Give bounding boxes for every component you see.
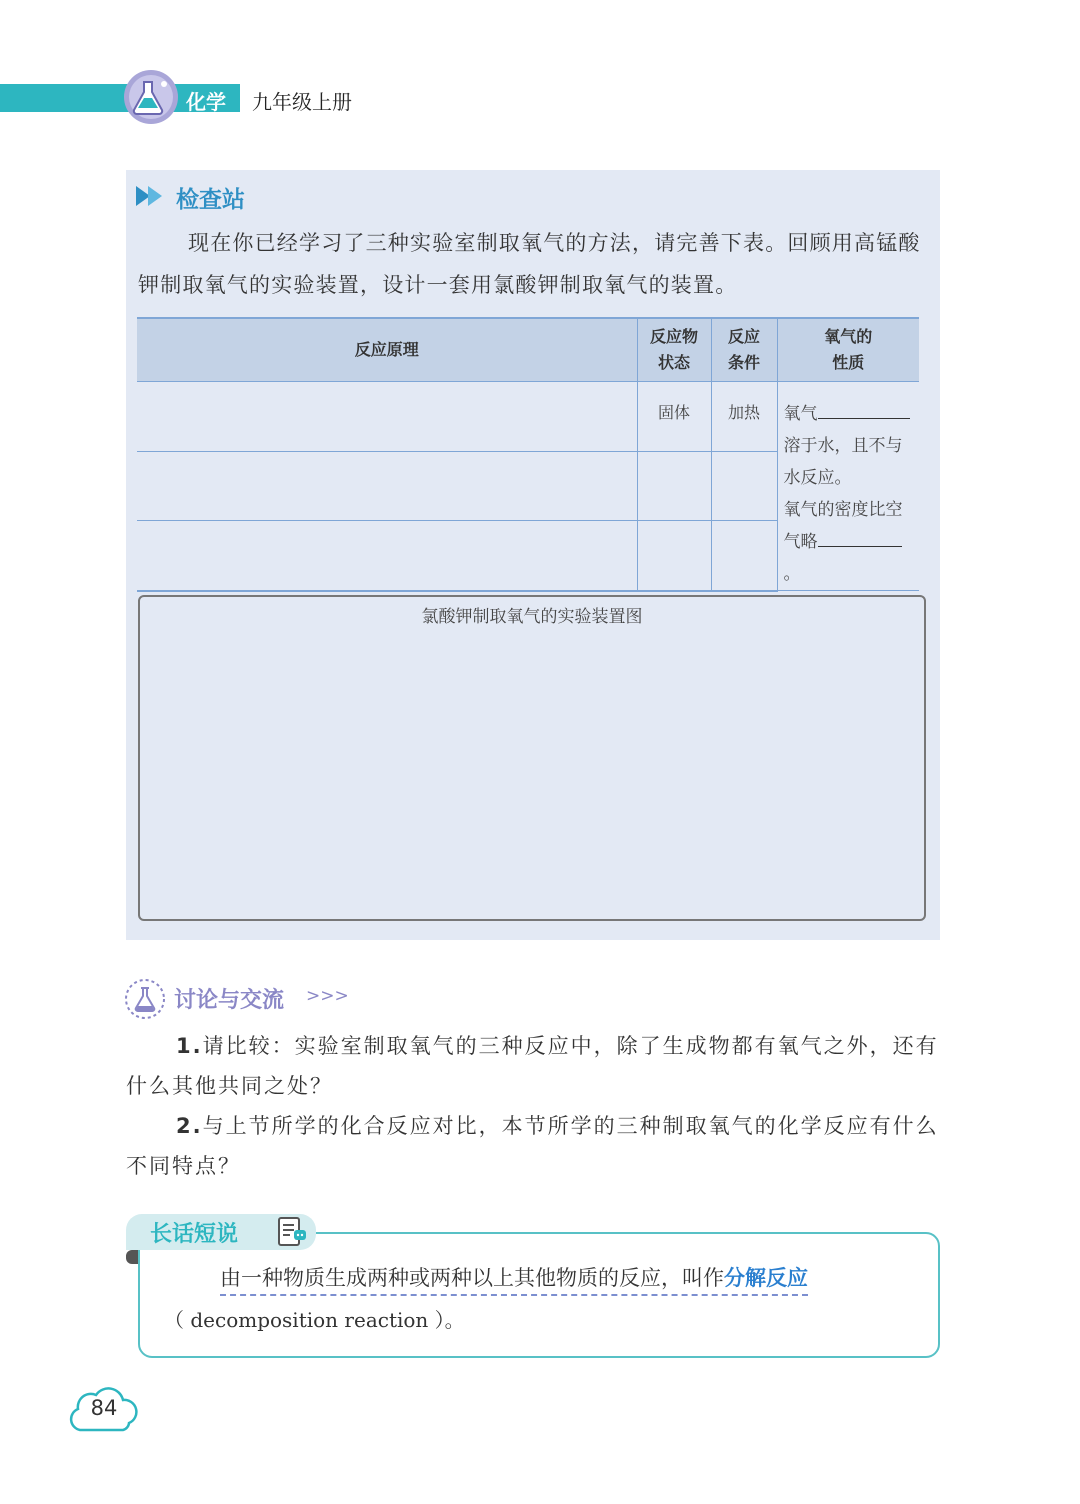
table-row [137, 382, 919, 452]
discussion-title: 讨论与交流 [174, 988, 285, 1013]
summary-english-term: （ decomposition reaction ）。 [164, 1308, 465, 1332]
double-arrow-icon [136, 184, 170, 208]
discussion-question-1: 1.请比较：实验室制取氧气的三种反应中，除了生成物都有氧气之外，还有什么其他共同之处？ [126, 1034, 939, 1098]
condition-cell[interactable] [711, 451, 777, 521]
fill-blank-2[interactable] [818, 528, 902, 547]
keyword-decomposition: 分解反应 [724, 1266, 808, 1290]
summary-definition: 由一种物质生成两种或两种以上其他物质的反应，叫作分解反应 [220, 1262, 808, 1296]
discussion-arrows: >>> [306, 986, 349, 1006]
flask-logo-icon [122, 68, 180, 126]
check-station-text: 现在你已经学习了三种实验室制取氧气的方法，请完善下表。回顾用高锰酸钾制取氧气的实验装置，设计一套用氯酸钾制取氧气的装置。 [138, 231, 921, 297]
state-cell: 固体 [637, 382, 711, 452]
header-grade: 九年级上册 [252, 90, 352, 114]
header-subject: 化学 [186, 90, 226, 114]
oxygen-preparation-table [137, 317, 919, 592]
page-number: 84 [90, 1396, 118, 1420]
principle-cell[interactable] [137, 521, 637, 591]
header-property: 氧气的 性质 [777, 318, 919, 382]
drawing-caption: 氯酸钾制取氧气的实验装置图 [421, 607, 643, 627]
state-cell[interactable] [637, 521, 711, 591]
principle-cell[interactable] [137, 382, 637, 452]
principle-cell[interactable] [137, 451, 637, 521]
header-state: 反应物 状态 [637, 318, 711, 382]
fill-blank-1[interactable] [818, 400, 910, 419]
table-header-row [137, 318, 919, 382]
apparatus-drawing-area[interactable] [138, 595, 926, 921]
condition-cell[interactable] [711, 521, 777, 591]
state-cell[interactable] [637, 451, 711, 521]
condition-cell: 加热 [711, 382, 777, 452]
header-principle: 反应原理 [137, 318, 637, 382]
property-cell: 氧气 溶于水，且不与 水反应。 氧气的密度比空 气略。 [777, 382, 919, 591]
check-station-title: 检查站 [176, 187, 245, 213]
flask-discussion-icon [124, 978, 166, 1020]
header-condition: 反应 条件 [711, 318, 777, 382]
summary-title: 长话短说 [150, 1222, 239, 1247]
discussion-question-2: 2.与上节所学的化合反应对比，本节所学的三种制取氧气的化学反应有什么不同特点？ [126, 1114, 939, 1178]
notebook-icon [276, 1216, 308, 1248]
summary-tab-tail [126, 1250, 138, 1264]
